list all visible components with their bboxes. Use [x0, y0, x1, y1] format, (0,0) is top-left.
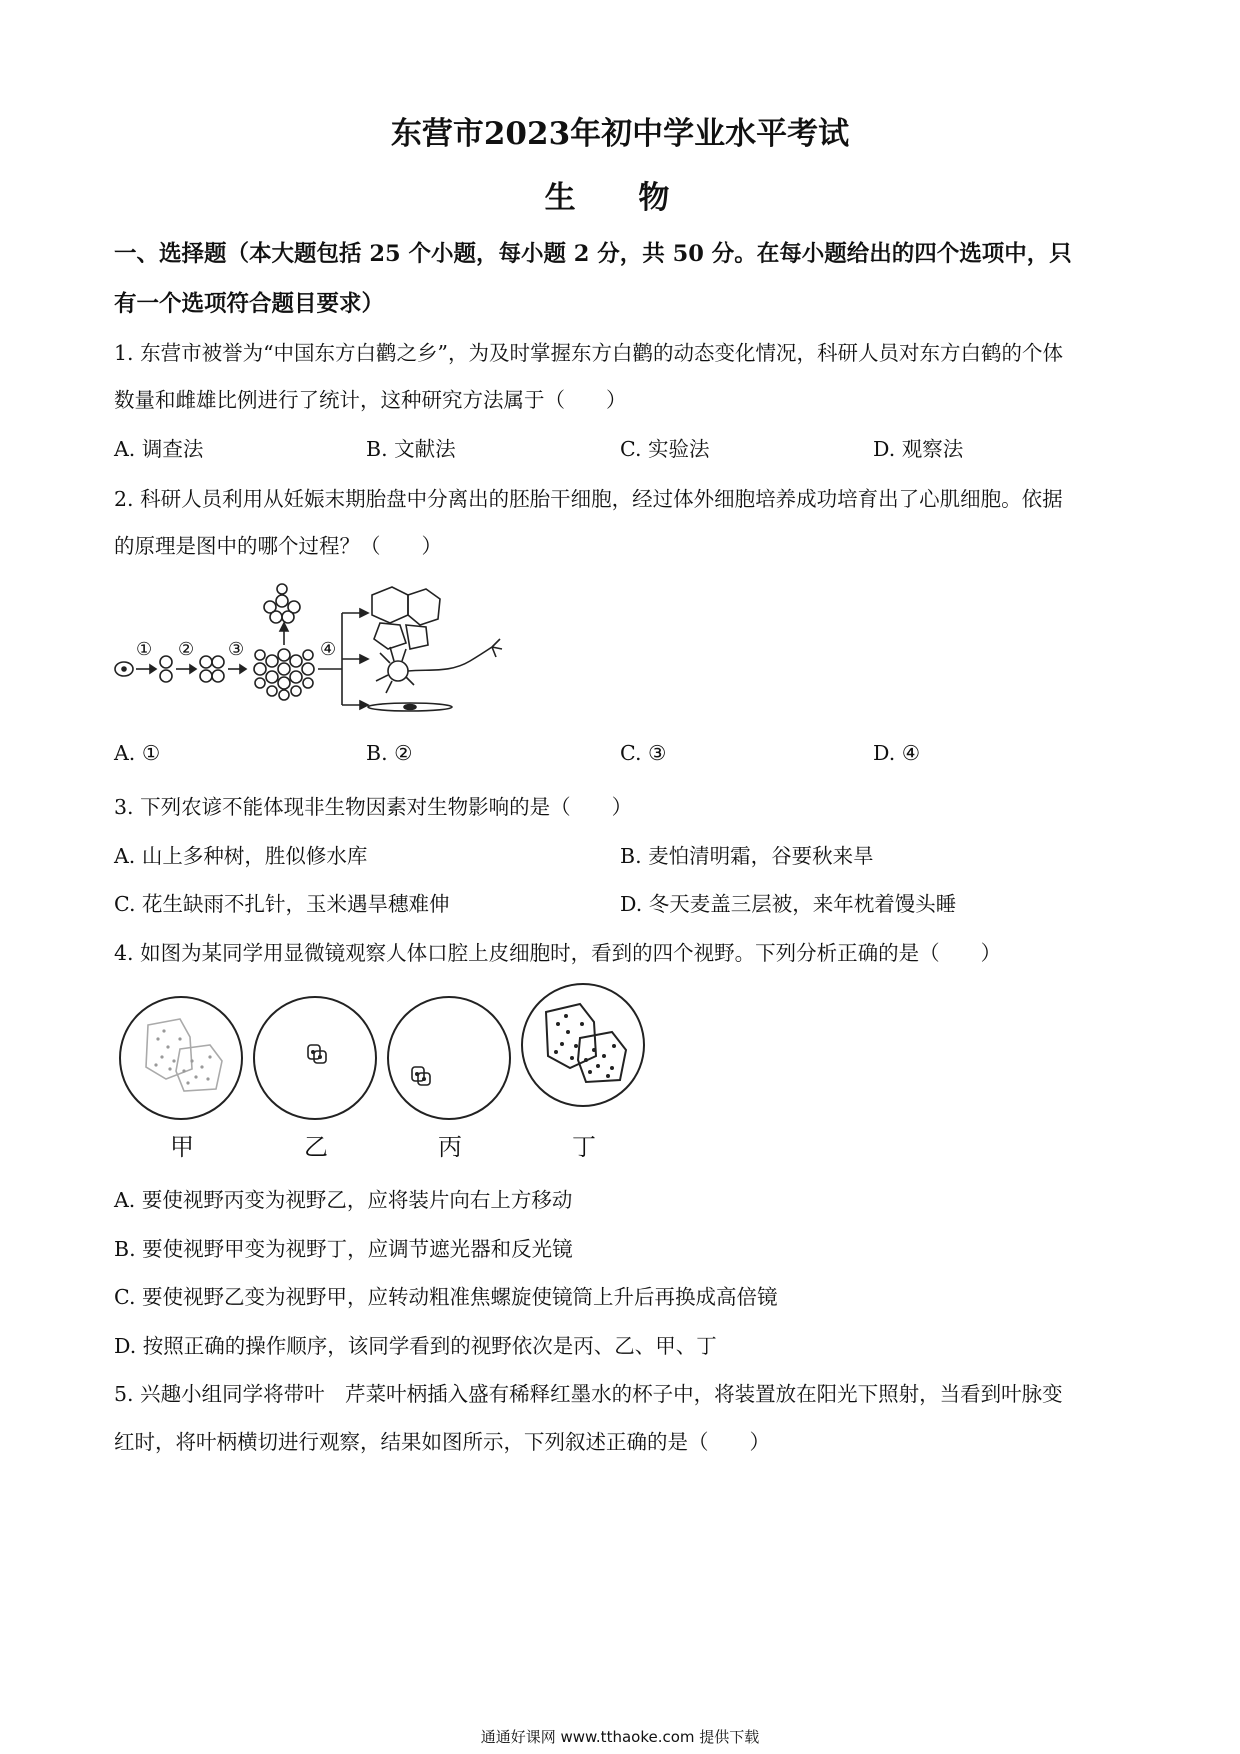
q3-stem: 3. 下列农谚不能体现非生物因素对生物影响的是（ ） — [114, 795, 633, 819]
field-label-ding: 丁 — [572, 1133, 596, 1161]
field-label-jia: 甲 — [170, 1133, 194, 1161]
q1-option-d: D. 观察法 — [873, 437, 964, 461]
q5-stem-line1: 5. 兴趣小组同学将带叶 芹菜叶柄插入盛有稀释红墨水的杯子中，将装置放在阳光下照射，当看到叶脉变 — [114, 1382, 1063, 1406]
q2-stem-line1: 2. 科研人员利用从妊娠末期胎盘中分离出的胚胎干细胞，经过体外细胞培养成功培育出了心肌细胞。依据 — [114, 487, 1063, 511]
q2-option-c: C. ③ — [620, 741, 667, 765]
q1-stem-line2: 数量和雌雄比例进行了统计，这种研究方法属于（ ） — [114, 388, 627, 412]
field-label-bing: 丙 — [438, 1133, 462, 1161]
footer-watermark: 通通好课网 www.tthaoke.com 提供下载 — [480, 1728, 760, 1746]
q3-option-d: D. 冬天麦盖三层被，来年枕着馒头睡 — [620, 892, 957, 916]
q1-option-a: A. 调查法 — [114, 437, 204, 461]
q1-stem-line1: 1. 东营市被誉为“中国东方白鹳之乡”，为及时掌握东方白鹳的动态变化情况，科研人员对东方白鹤的个体 — [114, 341, 1064, 365]
microscope-field-ding — [520, 982, 646, 1108]
q2-option-b: B. ② — [366, 741, 413, 765]
q5-stem-line2: 红时，将叶柄横切进行观察，结果如图所示，下列叙述正确的是（ ） — [114, 1430, 770, 1454]
section-heading-line2: 有一个选项符合题目要求） — [114, 291, 385, 317]
q2-stem-line2: 的原理是图中的哪个过程？（ ） — [114, 534, 442, 558]
q3-option-c: C. 花生缺雨不扎针，玉米遇旱穗难伸 — [114, 892, 450, 916]
figure-label-4: ④ — [320, 639, 337, 660]
q3-option-b: B. 麦怕清明霜，谷要秋来旱 — [620, 844, 874, 868]
exam-title: 东营市2023年初中学业水平考试 — [390, 116, 850, 152]
q4-option-c: C. 要使视野乙变为视野甲，应转动粗准焦螺旋使镜筒上升后再换成高倍镜 — [114, 1285, 778, 1309]
q1-option-c: C. 实验法 — [620, 437, 710, 461]
q2-option-d: D. ④ — [873, 741, 921, 765]
q4-option-d: D. 按照正确的操作顺序，该同学看到的视野依次是丙、乙、甲、丁 — [114, 1334, 717, 1358]
figure-label-3: ③ — [228, 639, 245, 660]
q2-option-a: A. ① — [114, 741, 161, 765]
figure-label-1: ① — [136, 639, 153, 660]
figure-label-2: ② — [178, 639, 195, 660]
subject-title: 生 物 — [544, 180, 696, 216]
q1-option-b: B. 文献法 — [366, 437, 456, 461]
q3-option-a: A. 山上多种树，胜似修水库 — [114, 844, 368, 868]
microscope-field-yi — [252, 995, 378, 1121]
q4-option-a: A. 要使视野丙变为视野乙，应将装片向右上方移动 — [114, 1188, 573, 1212]
cell-process-figure — [110, 585, 480, 715]
section-heading-line1: 一、选择题（本大题包括 25 个小题，每小题 2 分，共 50 分。在每小题给出的四个选项中，只 — [114, 241, 1072, 267]
q4-stem: 4. 如图为某同学用显微镜观察人体口腔上皮细胞时，看到的四个视野。下列分析正确的是（ ） — [114, 941, 1002, 965]
q4-option-b: B. 要使视野甲变为视野丁，应调节遮光器和反光镜 — [114, 1237, 573, 1261]
field-label-yi: 乙 — [304, 1133, 328, 1161]
cell-process-drawing — [110, 585, 480, 715]
microscope-field-jia — [118, 995, 244, 1121]
microscope-field-bing — [386, 995, 512, 1121]
